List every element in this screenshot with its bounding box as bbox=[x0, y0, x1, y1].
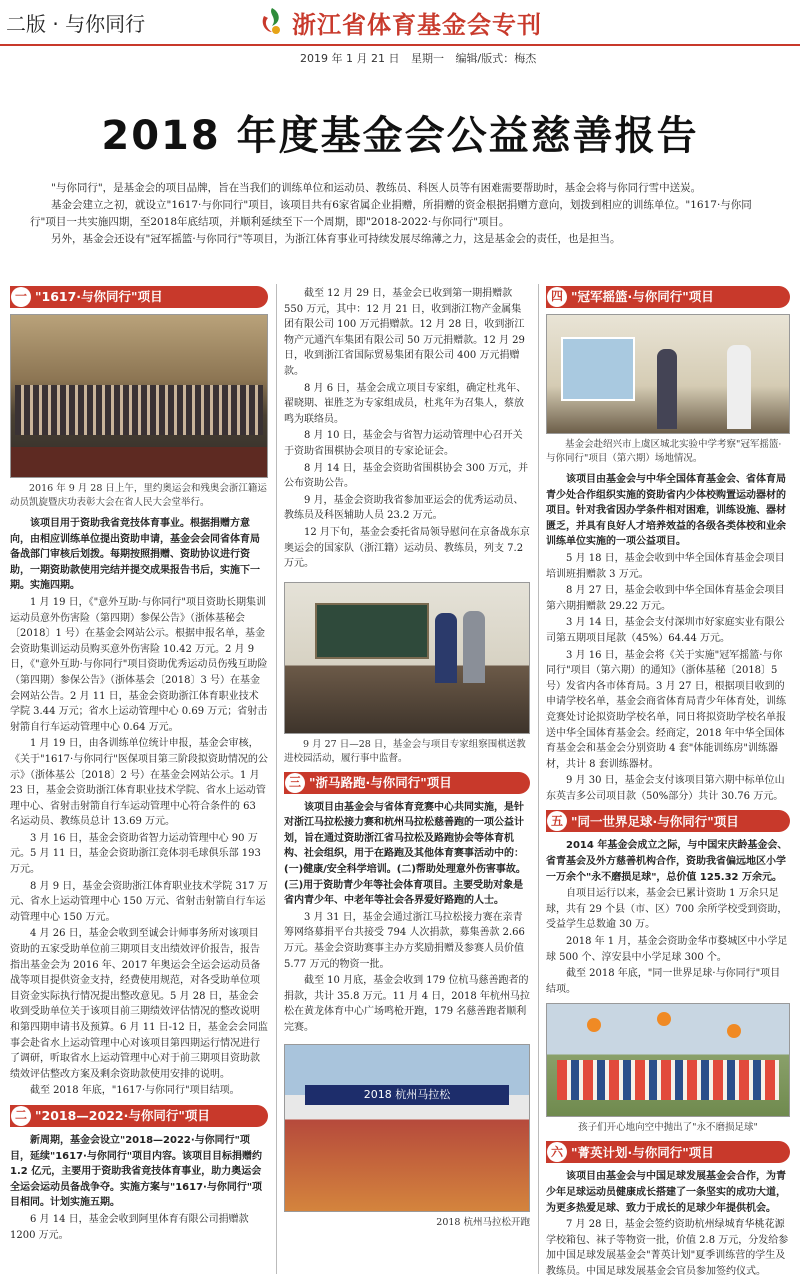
children-group bbox=[557, 1060, 779, 1100]
section-paragraph: 6 月 14 日，基金会收到阿里体育有限公司捐赠款 1200 万元。 bbox=[10, 1213, 249, 1241]
section-paragraph: 9 月 30 日，基金会支付该项目第六期中标单位山东英吉多公司项目款（50%部分）共计 30.76 万元。 bbox=[546, 775, 785, 802]
window bbox=[561, 337, 635, 401]
section-paragraph: 9 月，基金会资助我省参加亚运会的优秀运动员、教练员及科医辅助人员 23.2 万元。 bbox=[284, 494, 524, 522]
section-paragraph: 2018 年 1 月，基金会资助金华市婺城区中小学足球 500 个、淳安县中小学足球 300 个。 bbox=[546, 936, 788, 963]
section-number: 二 bbox=[11, 1106, 31, 1126]
gym-photo bbox=[546, 314, 790, 434]
section-paragraph: 1 月 19 日，《"意外互助·与你同行"项目资助长期集训运动员意外伤害险（第四期）参保公告》（浙体基秘会〔2018〕1 号）在基金会网站公示。根据申报名单，基金会资助集训运动员购买意外伤害险 10.42 万元。2 月 9 日，《"意外互助·与你同行"项目资助优秀运动员伤残互助险（第四期）参保公告》（浙体基会〔2018〕3 号）在基金会网站公告。2 月 11 日，基金会资助浙江体育职业技术学院 3.44 万元；省水上运动管理中心 0.69 万元；省射击射箭自行车运动管理中心 0.64 万元。 bbox=[10, 596, 268, 733]
section-paragraph: 截至 12 月 29 日，基金会已收到第一期捐赠款 550 万元，其中：12 月 21 日，收到浙江物产金属集团有限公司 100 万元捐赠款。12 月 28 日，收到浙江物产元通汽车集团有限公司 50 万元捐赠款。12 月 29 日，收到浙江省国际贸易集团有限公司 400 万元捐赠款。 bbox=[284, 288, 525, 377]
person-figure bbox=[463, 611, 485, 683]
section-paragraph: 7 月 28 日，基金会签约资助杭州绿城育华桃花源学校箱包、袜子等物资一批，价值 2.8 万元，分发给参加中国足球发展基金会"菁英计划"夏季训练营的学生及教练员。中国足球发展基金会官员参加签约仪式。 bbox=[546, 1219, 789, 1277]
section-5-header bbox=[546, 810, 790, 832]
column-divider bbox=[276, 284, 277, 1274]
section-paragraph: 8 月 14 日，基金会资助省围棋协会 300 万元，并公布资助公告。 bbox=[284, 462, 529, 490]
marathon-banner: 2018 杭州马拉松 bbox=[305, 1085, 509, 1105]
section-paragraph: 8 月 27 日，基金会收到中华全国体育基金会项目第六期捐赠款 29.22 万元。 bbox=[546, 585, 785, 612]
page-title: 2018 年度基金会公益慈善报告 bbox=[101, 113, 699, 159]
section-1-header bbox=[10, 286, 268, 308]
section-title: "2018—2022·与你同行"项目 bbox=[35, 1108, 210, 1124]
ball-icon bbox=[657, 1012, 671, 1026]
section-paragraph: 该项目由基金会与省体育竞赛中心共同实施，是针对浙江马拉松接力赛和杭州马拉松慈善跑的一项公益计划，旨在通过资助浙江省马拉松及路跑协会等体育机构、社会组织，用于在路跑及其他体育赛事活动中的：(一)健康/安全科学培训。(二)帮助处理意外伤害事故。(三)用于资助青少年等社会体育项目。主要受助对象是省内青少年、中老年等社会各界爱好路跑的人士。 bbox=[284, 801, 526, 907]
section-number: 一 bbox=[11, 287, 31, 307]
person-figure bbox=[435, 613, 457, 683]
section-paragraph: 该项目用于资助我省竞技体育事业。根据捐赠方意向，由相应训练单位提出资助申请，基金会会同省体育局备战部门审核后划拨。每期按照捐赠、资助协议进行资助，一期资助款使用完结并提交成果报告书后，实施下一期。实施四期。 bbox=[10, 518, 260, 592]
foundation-logo-icon bbox=[258, 6, 286, 38]
section-title: "菁英计划·与你同行"项目 bbox=[571, 1144, 714, 1160]
person-figure bbox=[657, 349, 677, 429]
section-title: "1617·与你同行"项目 bbox=[35, 289, 163, 305]
issue-weekday: 星期一 bbox=[410, 52, 444, 65]
section-paragraph: 4 月 26 日，基金会收到至诚会计师事务所对该项目资助的五家受助单位前三期项目支出绩效评价报告，报告指出基金会为 2016 年、2017 年奥运会全运会运动员备战等项目提供资金支持，经费使用规范，对各受助单位项目资金实际执行情况提出整改意见。5 月 28 日，基金会收到受助单位关于该项目前三期绩效评估情况的整改说明和第四期申请书及预算。6 月 11 日-12 日，基金会会同监事会赴省水上运动管理中心对该项目第四期运行情况进行了调研，听取省水上运动管理中心对于前三期项目资助款绩效评估整改方案及剩余资助款使用安排的说明。 bbox=[10, 928, 268, 1080]
section-paragraph: 8 月 10 日，基金会与省智力运动管理中心召开关于资助省围棋协会项目的专家论证会。 bbox=[284, 430, 523, 457]
photo-caption: 孩子们开心地向空中抛出了"永不磨损足球" bbox=[578, 1122, 758, 1134]
blackboard bbox=[315, 603, 429, 659]
column-divider bbox=[538, 284, 539, 1274]
person-figure bbox=[727, 345, 751, 429]
intro-paragraph: "与你同行"，是基金会的项目品牌，旨在当我们的训练单位和运动员、教练员、科医人员等有困难需要帮助时，基金会将与你同行雪中送炭。 bbox=[51, 182, 702, 194]
section-3-header bbox=[284, 772, 530, 794]
section-paragraph: 自项目运行以来，基金会已累计资助 1 万余只足球，共有 29 个县（市、区）700 余所学校受到资助，受益学生总数逾 30 万。 bbox=[546, 888, 788, 931]
section-paragraph: 5 月 18 日，基金会收到中华全国体育基金会项目培训班捐赠款 3 万元。 bbox=[546, 552, 785, 580]
masthead bbox=[258, 4, 542, 40]
section-paragraph: 截至 10 月底，基金会收到 179 位杭马慈善跑者的捐款，共计 35.8 万元。11 月 4 日，2018 年杭州马拉松在黄龙体育中心广场鸣枪开跑，179 名慈善跑者顺利完赛。 bbox=[284, 975, 530, 1033]
column-1 bbox=[10, 286, 268, 1244]
football-photo bbox=[546, 1003, 790, 1117]
column-2 bbox=[284, 286, 530, 1236]
intro bbox=[30, 180, 772, 248]
section-paragraph: 截至 2018 年底，"同一世界足球·与你同行"项目结项。 bbox=[546, 968, 781, 995]
section-paragraph: 新周期，基金会设立"2018—2022·与你同行"项目，延续"1617·与你同行"项目内容。该项目目标捐赠约 1.2 亿元，主要用于资助我省竞技体育事业，助力奥运会全运会运动员备战争夺。实施方案与"1617·与你同行"项目相同。计划实施五期。 bbox=[10, 1134, 263, 1209]
section-paragraph: 1 月 19 日，由各训练单位统计申报，基金会审核，《关于"1617·与你同行"医保项目第三阶段拟资助情况的公示》（浙体基公〔2018〕2 号）在基金会网站公示。1 月 23 日，基金会资助浙江体育职业技术学院、省水上运动管理中心、省射击射箭自行车运动管理中心符合条件的 63 名运动员、教练员总计 13.69 万元。 bbox=[10, 738, 268, 828]
section-paragraph: 该项目由基金会与中国足球发展基金会合作，为青少年足球运动员健康成长搭建了一条坚实的成功大道，为更多热爱足球、致力于成长的足球少年提供机会。 bbox=[546, 1171, 786, 1214]
edition-label: 二版 · 与你同行 bbox=[6, 12, 146, 36]
editor-credit: 编辑/版式：梅杰 bbox=[455, 52, 537, 65]
section-6-header bbox=[546, 1141, 790, 1163]
section-number: 四 bbox=[547, 287, 567, 307]
intro-paragraph: 另外，基金会还设有"冠军摇篮·与你同行"等项目，为浙江体育事业可持续发展尽绵薄之力，这是基金会的责任，也是担当。 bbox=[51, 233, 621, 245]
section-title: "浙马路跑·与你同行"项目 bbox=[309, 774, 452, 790]
section-paragraph: 3 月 16 日，基金会将《关于实施"冠军摇篮·与你同行"项目（第六期）的通知》（浙体基秘〔2018〕5 号）发省内各市体育局。3 月 27 日，根据项目收到的申请学校名单，基金会商省体育局青少年体育处，训练竞赛处讨论拟资助学校名单，同日将拟资助学校名单报送中华全国体育基金会。经商定，2018 年中华全国体育基金会和基金会分别资助 4 套"体能训练房"训练器材，共计 8 套训练器材。 bbox=[546, 649, 786, 770]
dateline bbox=[300, 50, 544, 66]
section-paragraph: 12 月下旬，基金会委托省局领导慰问在京备战东京奥运会的国家队（浙江籍）运动员、教练员，列支 7.2 万元。 bbox=[284, 526, 530, 570]
section-paragraph: 该项目由基金会与中华全国体育基金会、省体育局青少处合作组织实施的资助省内少体校购置运动器材的项目。针对我省因办学条件相对困难，训练设施、器材匮乏，并具有良好人才培养效益的各级各类体校和业余训练单位实施的一项公益项目。 bbox=[546, 474, 786, 548]
section-paragraph: 8 月 6 日，基金会成立项目专家组，确定杜兆年、翟晓期、崔胜芝为专家组成员，杜兆年为召集人，蔡放鸣为联络员。 bbox=[284, 382, 527, 425]
issue-date: 2019 年 1 月 21 日 bbox=[300, 52, 400, 65]
section-paragraph: 2014 年基金会成立之际，与中国宋庆龄基金会、省青基会及外方慈善机构合作，资助我省偏远地区小学一万余个"永不磨损足球"，总价值 125.32 万余元。 bbox=[546, 840, 788, 883]
section-number: 六 bbox=[547, 1142, 567, 1162]
intro-paragraph: 基金会建立之初，就设立"1617·与你同行"项目，该项目共有6家省属企业捐赠，所捐赠的资金根据捐赠方意向，划拨到相应的训练单位。"1617·与你同行"项目一共实施四期，至2018年底结项，并顺利延续至下一个周期，即"2018-2022·与你同行"项目。 bbox=[30, 199, 752, 228]
photo-caption: 9 月 27 日—28 日，基金会与项目专家组察围棋送教进校园活动，履行事中监督。 bbox=[284, 738, 526, 764]
section-paragraph: 3 月 14 日，基金会支付深圳市好家庭实业有限公司第五期项目尾款（45%）64.44 万元。 bbox=[546, 617, 785, 644]
masthead-title: 浙江省体育基金会专刊 bbox=[292, 10, 542, 39]
section-2-header bbox=[10, 1105, 268, 1127]
crowd-pattern bbox=[15, 385, 263, 435]
section-paragraph: 截至 2018 年底，"1617·与你同行"项目结项。 bbox=[30, 1085, 240, 1097]
section-paragraph: 3 月 31 日，基金会通过浙江马拉松接力赛在亲青筹网络募捐平台共接受 794 人次捐款，募集善款 2.66 万元。基金会资助赛事主办方奖励捐赠及参赛人员价值 5.77 万元的物资一批。 bbox=[284, 911, 525, 970]
section-number: 五 bbox=[547, 811, 567, 831]
photo-caption: 2016 年 9 月 28 日上午，里约奥运会和残奥会浙江籍运动员凯旋暨庆功表彰大会在省人民大会堂举行。 bbox=[10, 483, 267, 508]
photo-caption: 基金会赴绍兴市上虞区城北实验中学考察"冠军摇篮·与你同行"项目（第六期）场地情况。 bbox=[546, 439, 782, 464]
ball-icon bbox=[727, 1024, 741, 1038]
carpet bbox=[11, 447, 267, 477]
section-title: "冠军摇篮·与你同行"项目 bbox=[571, 289, 714, 305]
ball-icon bbox=[587, 1018, 601, 1032]
section-paragraph: 3 月 16 日，基金会资助省智力运动管理中心 90 万元。5 月 11 日，基金会资助浙江竞体羽毛球俱乐部 193 万元。 bbox=[10, 832, 261, 876]
section-4-header bbox=[546, 286, 790, 308]
page-header bbox=[0, 0, 800, 46]
group-photo bbox=[10, 314, 268, 478]
chess-photo bbox=[284, 582, 530, 734]
section-paragraph: 8 月 9 日，基金会资助浙江体育职业技术学院 317 万元、省水上运动管理中心 150 万元、省射击射箭自行车运动管理中心 150 万元。 bbox=[10, 880, 268, 923]
section-number: 三 bbox=[285, 773, 305, 793]
column-3 bbox=[546, 286, 790, 1281]
section-title: "同一世界足球·与你同行"项目 bbox=[571, 813, 739, 829]
marathon-photo bbox=[284, 1044, 530, 1212]
photo-caption: 2018 杭州马拉松开跑 bbox=[436, 1216, 530, 1228]
